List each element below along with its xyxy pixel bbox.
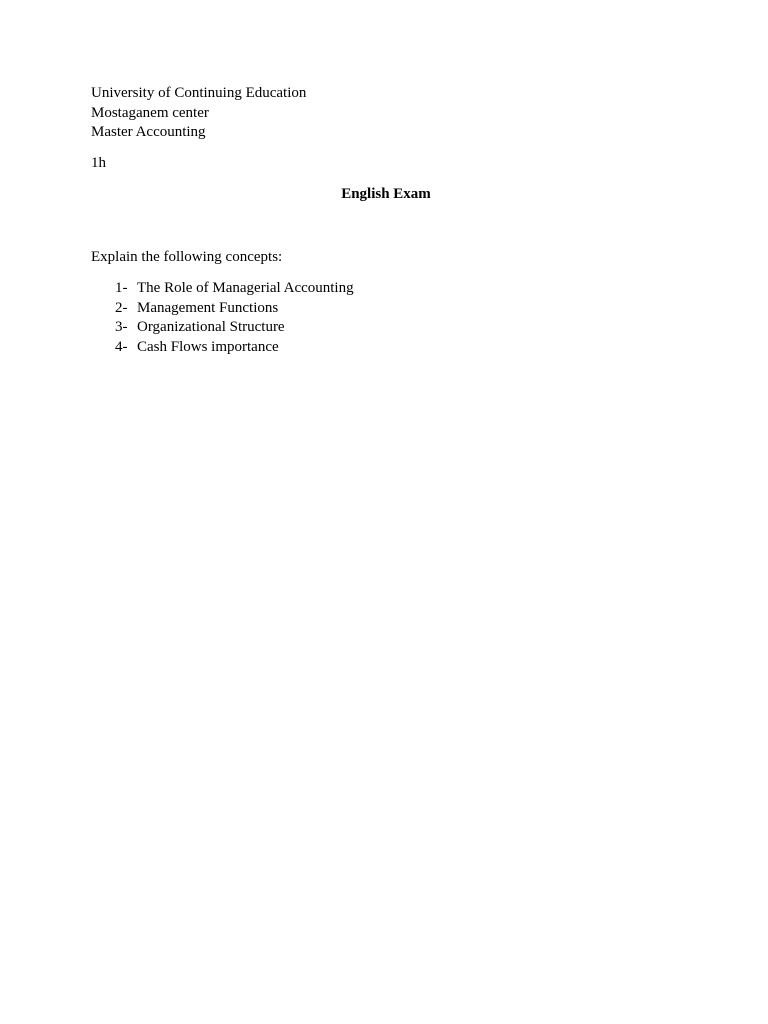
concept-item-2: [91, 299, 681, 319]
concept-number: [91, 299, 137, 319]
header-block: [91, 84, 681, 143]
institution-name: University of Continuing Education: [91, 85, 307, 101]
concept-number: [91, 318, 137, 338]
concept-item-3: [91, 318, 681, 338]
concept-number-label: 4-: [115, 338, 128, 355]
concept-number: [91, 338, 137, 358]
center-name: Mostaganem center: [91, 104, 209, 121]
concept-text: The Role of Managerial Accounting: [137, 280, 354, 296]
concept-text: Cash Flows importance: [137, 338, 279, 355]
concept-number-label: 2-: [115, 299, 128, 316]
concept-number-label: 1-: [115, 280, 128, 296]
exam-instruction: Explain the following concepts:: [91, 248, 283, 265]
exam-title: English Exam: [341, 186, 431, 202]
concept-number-label: 3-: [115, 319, 128, 335]
concept-item-4: [91, 338, 681, 358]
exam-duration: 1h: [91, 154, 106, 171]
concept-item-1: [91, 279, 681, 299]
concept-number: [91, 279, 137, 299]
program-name: Master Accounting: [91, 124, 206, 140]
concept-list: [91, 279, 681, 357]
document-content: [91, 84, 681, 372]
concept-text: Management Functions: [137, 299, 279, 316]
concept-text: Organizational Structure: [137, 319, 285, 335]
